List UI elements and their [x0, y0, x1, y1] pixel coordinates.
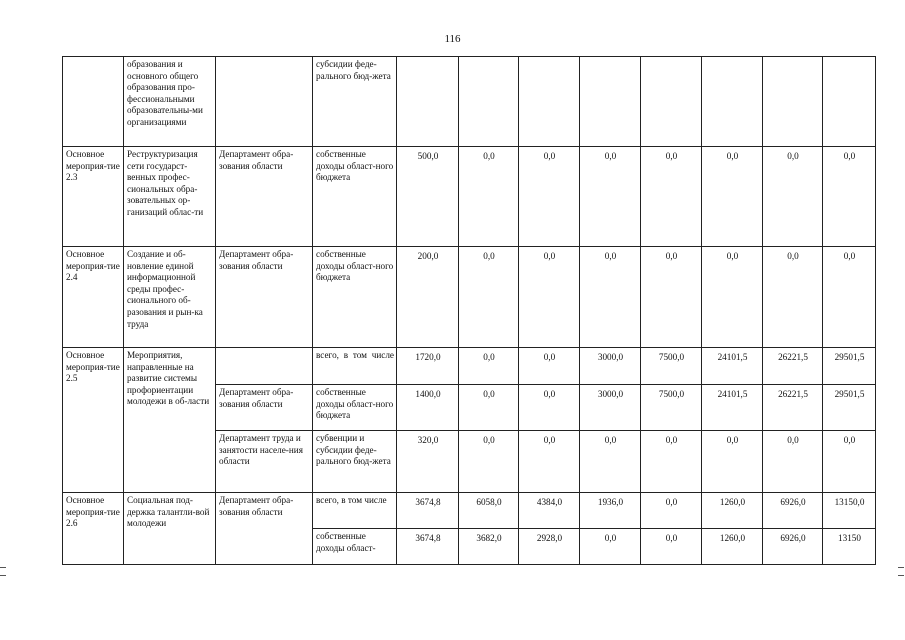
executor: Департамент труда и занятости населе-ния области	[216, 431, 313, 493]
table-row	[63, 57, 876, 147]
measure-code: Основное мероприя-тие 2.4	[63, 247, 124, 348]
value-cell: 1936,0	[580, 493, 641, 529]
value-cell: 3682,0	[459, 529, 519, 565]
value-cell	[459, 57, 519, 147]
budget-table	[62, 56, 876, 565]
value-cell: 3000,0	[580, 385, 641, 431]
value-cell: 26221,5	[763, 385, 823, 431]
funding-source: субвенции и субсидии феде-рального бюд-жета	[313, 431, 397, 493]
funding-source: собственные доходы област-ного бюджета	[313, 385, 397, 431]
funding-source: собственные доходы област-ного бюджета	[313, 247, 397, 348]
value-cell: 2928,0	[519, 529, 580, 565]
funding-source: субсидии феде-рального бюд-жета	[313, 57, 397, 147]
value-cell: 320,0	[397, 431, 459, 493]
value-cell	[397, 57, 459, 147]
executor	[216, 57, 313, 147]
value-cell: 0,0	[519, 247, 580, 348]
measure-code: Основное мероприя-тие 2.6	[63, 493, 124, 565]
page-number: 116	[444, 33, 461, 45]
value-cell: 0,0	[641, 147, 702, 247]
value-cell: 0,0	[763, 431, 823, 493]
value-cell: 26221,5	[763, 348, 823, 385]
value-cell: 13150,0	[823, 493, 876, 529]
value-cell: 0,0	[641, 247, 702, 348]
value-cell: 0,0	[823, 147, 876, 247]
value-cell: 0,0	[519, 147, 580, 247]
value-cell: 3674,8	[397, 493, 459, 529]
table-row	[63, 147, 876, 247]
executor: Департамент обра-зования области	[216, 385, 313, 431]
left-margin-mark	[0, 567, 6, 576]
value-cell: 0,0	[459, 431, 519, 493]
table-row	[63, 493, 876, 529]
value-cell: 0,0	[641, 529, 702, 565]
value-cell: 1260,0	[702, 529, 763, 565]
value-cell: 29501,5	[823, 348, 876, 385]
measure-name: Социальная под-держка талантли-вой молодежи	[124, 493, 216, 565]
value-cell: 0,0	[459, 147, 519, 247]
value-cell: 0,0	[702, 431, 763, 493]
value-cell: 0,0	[519, 348, 580, 385]
value-cell: 29501,5	[823, 385, 876, 431]
value-cell: 0,0	[459, 247, 519, 348]
value-cell: 0,0	[702, 147, 763, 247]
value-cell: 24101,5	[702, 385, 763, 431]
value-cell: 6926,0	[763, 493, 823, 529]
executor: Департамент обра-зования области	[216, 493, 313, 565]
measure-name: Мероприятия, направленные на развитие системы профориентации молодежи в об-ласти	[124, 348, 216, 493]
table-row	[63, 348, 876, 385]
value-cell: 0,0	[580, 529, 641, 565]
value-cell: 0,0	[580, 147, 641, 247]
value-cell: 7500,0	[641, 385, 702, 431]
value-cell	[641, 57, 702, 147]
value-cell: 3674,8	[397, 529, 459, 565]
value-cell: 3000,0	[580, 348, 641, 385]
measure-name: Реструктуризация сети государст-венных профес-сиональных обра-зовательных ор-ганизаций облас-ти	[124, 147, 216, 247]
value-cell: 1720,0	[397, 348, 459, 385]
measure-code: Основное мероприя-тие 2.5	[63, 348, 124, 493]
value-cell: 0,0	[580, 431, 641, 493]
measure-name: образования и основного общего образования про-фессиональными образовательны-ми организациями	[124, 57, 216, 147]
value-cell: 500,0	[397, 147, 459, 247]
value-cell: 0,0	[580, 247, 641, 348]
value-cell: 0,0	[702, 247, 763, 348]
right-margin-mark	[898, 567, 904, 576]
table-row	[63, 247, 876, 348]
value-cell: 0,0	[459, 348, 519, 385]
value-cell: 4384,0	[519, 493, 580, 529]
executor	[216, 348, 313, 385]
executor: Департамент обра-зования области	[216, 247, 313, 348]
value-cell: 7500,0	[641, 348, 702, 385]
value-cell: 0,0	[459, 385, 519, 431]
value-cell: 13150	[823, 529, 876, 565]
value-cell: 6926,0	[763, 529, 823, 565]
funding-source: всего, в том числе	[313, 493, 397, 529]
value-cell: 6058,0	[459, 493, 519, 529]
value-cell	[580, 57, 641, 147]
value-cell	[702, 57, 763, 147]
measure-code	[63, 57, 124, 147]
value-cell: 0,0	[519, 385, 580, 431]
value-cell: 0,0	[763, 147, 823, 247]
funding-source: собственные доходы област-	[313, 529, 397, 565]
value-cell: 0,0	[823, 247, 876, 348]
funding-source: всего, в том числе	[313, 348, 397, 385]
value-cell: 0,0	[763, 247, 823, 348]
value-cell: 200,0	[397, 247, 459, 348]
funding-source: собственные доходы област-ного бюджета	[313, 147, 397, 247]
value-cell: 24101,5	[702, 348, 763, 385]
value-cell: 0,0	[519, 431, 580, 493]
value-cell: 1260,0	[702, 493, 763, 529]
value-cell	[823, 57, 876, 147]
measure-name: Создание и об-новление единой информационной среды профес-сионального об-разования и рын-ка труда	[124, 247, 216, 348]
value-cell	[763, 57, 823, 147]
value-cell	[519, 57, 580, 147]
value-cell: 0,0	[823, 431, 876, 493]
executor: Департамент обра-зования области	[216, 147, 313, 247]
value-cell: 0,0	[641, 493, 702, 529]
measure-code: Основное мероприя-тие 2.3	[63, 147, 124, 247]
value-cell: 0,0	[641, 431, 702, 493]
value-cell: 1400,0	[397, 385, 459, 431]
